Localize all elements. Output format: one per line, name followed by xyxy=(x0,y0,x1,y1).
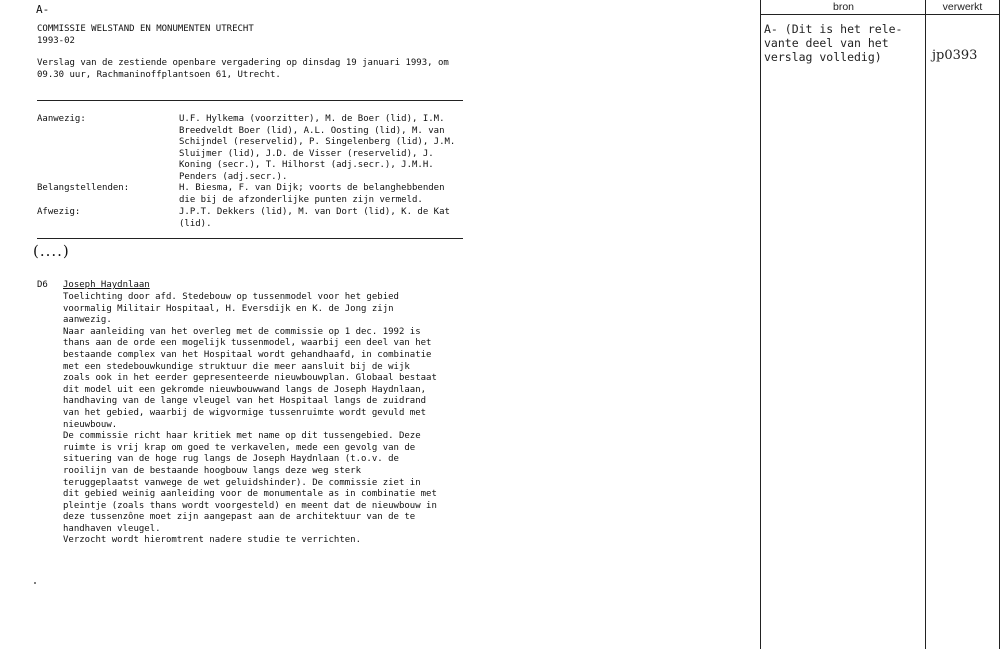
body-line: rooilijn van de bestaande hoogbouw langs deze weg sterk xyxy=(63,465,362,476)
present-line: Koning (secr.), T. Hilhorst (adj.secr.), J.M.H. xyxy=(179,160,434,171)
body-line: bestaande complex van het Hospitaal wordt gehandhaafd, in combinatie xyxy=(63,349,432,360)
stakeholders-line: die bij de afzonderlijke punten zijn vermeld. xyxy=(179,194,423,205)
body-line: zoals ook in het eerder gepresenteerde nieuwbouwplan. Globaal bestaat xyxy=(63,373,437,384)
body-line: deze tussenzône moet zijn aangepast aan de architektuur van de te xyxy=(63,512,416,523)
divider-bottom xyxy=(37,238,463,239)
body-line: Verzocht wordt hieromtrent nadere studie te verrichten. xyxy=(63,535,362,546)
absent-line: J.P.T. Dekkers (lid), M. van Dort (lid), K. de Kat xyxy=(179,207,450,217)
stakeholders-line: H. Biesma, F. van Dijk; voorts de belanghebbenden xyxy=(179,183,445,193)
body-line: dit model uit een gekromde nieuwbouwwand langs de Joseph Haydnlaan, xyxy=(63,384,427,395)
absent-list xyxy=(179,207,450,230)
body-line: De commissie richt haar kritiek met name op dit tussengebied. Deze xyxy=(63,431,421,442)
verwerkt-column xyxy=(925,0,1000,649)
body-line: van het gebied, waarbij de wigvormige tussenruimte wordt gevuld met xyxy=(63,407,427,418)
present-list xyxy=(179,114,455,184)
body-line: situering van de hoge rug langs de Joseph Haydnlaan (t.o.v. de xyxy=(63,454,399,465)
document-header-title: COMMISSIE WELSTAND EN MONUMENTEN UTRECHT xyxy=(37,24,254,34)
omission-marker: (....) xyxy=(33,242,70,260)
verwerkt-code: jp0393 xyxy=(932,48,978,63)
body-line: Toelichting door afd. Stedebouw op tussenmodel voor het gebied xyxy=(63,292,399,302)
body-line: pleintje (zoals thans wordt voorgesteld) en meent dat de nieuwbouw in xyxy=(63,500,437,511)
body-line: handhaving van de lange vleugel van het Hospitaal langs de zuidrand xyxy=(63,396,427,407)
bron-header: bron xyxy=(761,0,926,15)
present-line: Sluijmer (lid), J.D. de Visser (reservelid), J. xyxy=(179,148,434,159)
bron-note-line: verslag volledig) xyxy=(764,50,882,64)
present-line: Breedveldt Boer (lid), A.L. Oosting (lid), M. van xyxy=(179,125,445,136)
document-mark: A- xyxy=(36,3,50,16)
body-line: met een stedebouwkundige struktuur die meer aansluit bij de wijk xyxy=(63,361,410,372)
intro-line-1: Verslag van de zestiende openbare vergadering op dinsdag 19 januari 1993, om xyxy=(37,58,449,68)
present-line: Penders (adj.secr.). xyxy=(179,171,288,182)
intro-line-2: 09.30 uur, Rachmaninoffplantsoen 61, Utrecht. xyxy=(37,70,281,80)
body-line: ruimte is vrij krap om goed te verkavelen, mede een gevolg van de xyxy=(63,442,416,453)
verwerkt-header: verwerkt xyxy=(926,0,999,15)
body-line: handhaven vleugel. xyxy=(63,523,161,534)
bron-note-line: A- (Dit is het rele- xyxy=(764,22,903,36)
item-body xyxy=(63,292,437,547)
body-line: aanwezig. xyxy=(63,315,112,326)
stakeholders-list xyxy=(179,183,445,206)
body-line: Naar aanleiding van het overleg met de commissie op 1 dec. 1992 is xyxy=(63,326,421,337)
item-code: D6 xyxy=(37,280,48,290)
bron-note-line: vante deel van het xyxy=(764,36,889,50)
body-line: voormalig Militair Hospitaal, H. Eversdijk en K. de Jong zijn xyxy=(63,303,394,314)
present-line: U.F. Hylkema (voorzitter), M. de Boer (lid), I.M. xyxy=(179,114,445,124)
absent-label: Afwezig: xyxy=(37,207,81,217)
document-header-code: 1993-02 xyxy=(37,36,75,46)
body-line: thans aan de orde een mogelijk tussenmodel, waarbij een deel van het xyxy=(63,338,432,349)
stakeholders-label: Belangstellenden: xyxy=(37,183,130,193)
present-label: Aanwezig: xyxy=(37,114,86,124)
body-line: teruggeplaatst vanwege de wet geluidshinder). De commissie ziet in xyxy=(63,477,421,488)
stray-dot xyxy=(34,582,36,584)
absent-line: (lid). xyxy=(179,218,212,229)
bron-column xyxy=(760,0,926,649)
divider-top xyxy=(37,100,463,101)
body-line: nieuwbouw. xyxy=(63,419,118,430)
present-line: Schijndel (reservelid), P. Singelenberg (lid), J.M. xyxy=(179,137,456,148)
item-title: Joseph Haydnlaan xyxy=(63,280,150,290)
body-line: dit gebied weinig aanleiding voor de monumentale as in combinatie met xyxy=(63,489,437,500)
